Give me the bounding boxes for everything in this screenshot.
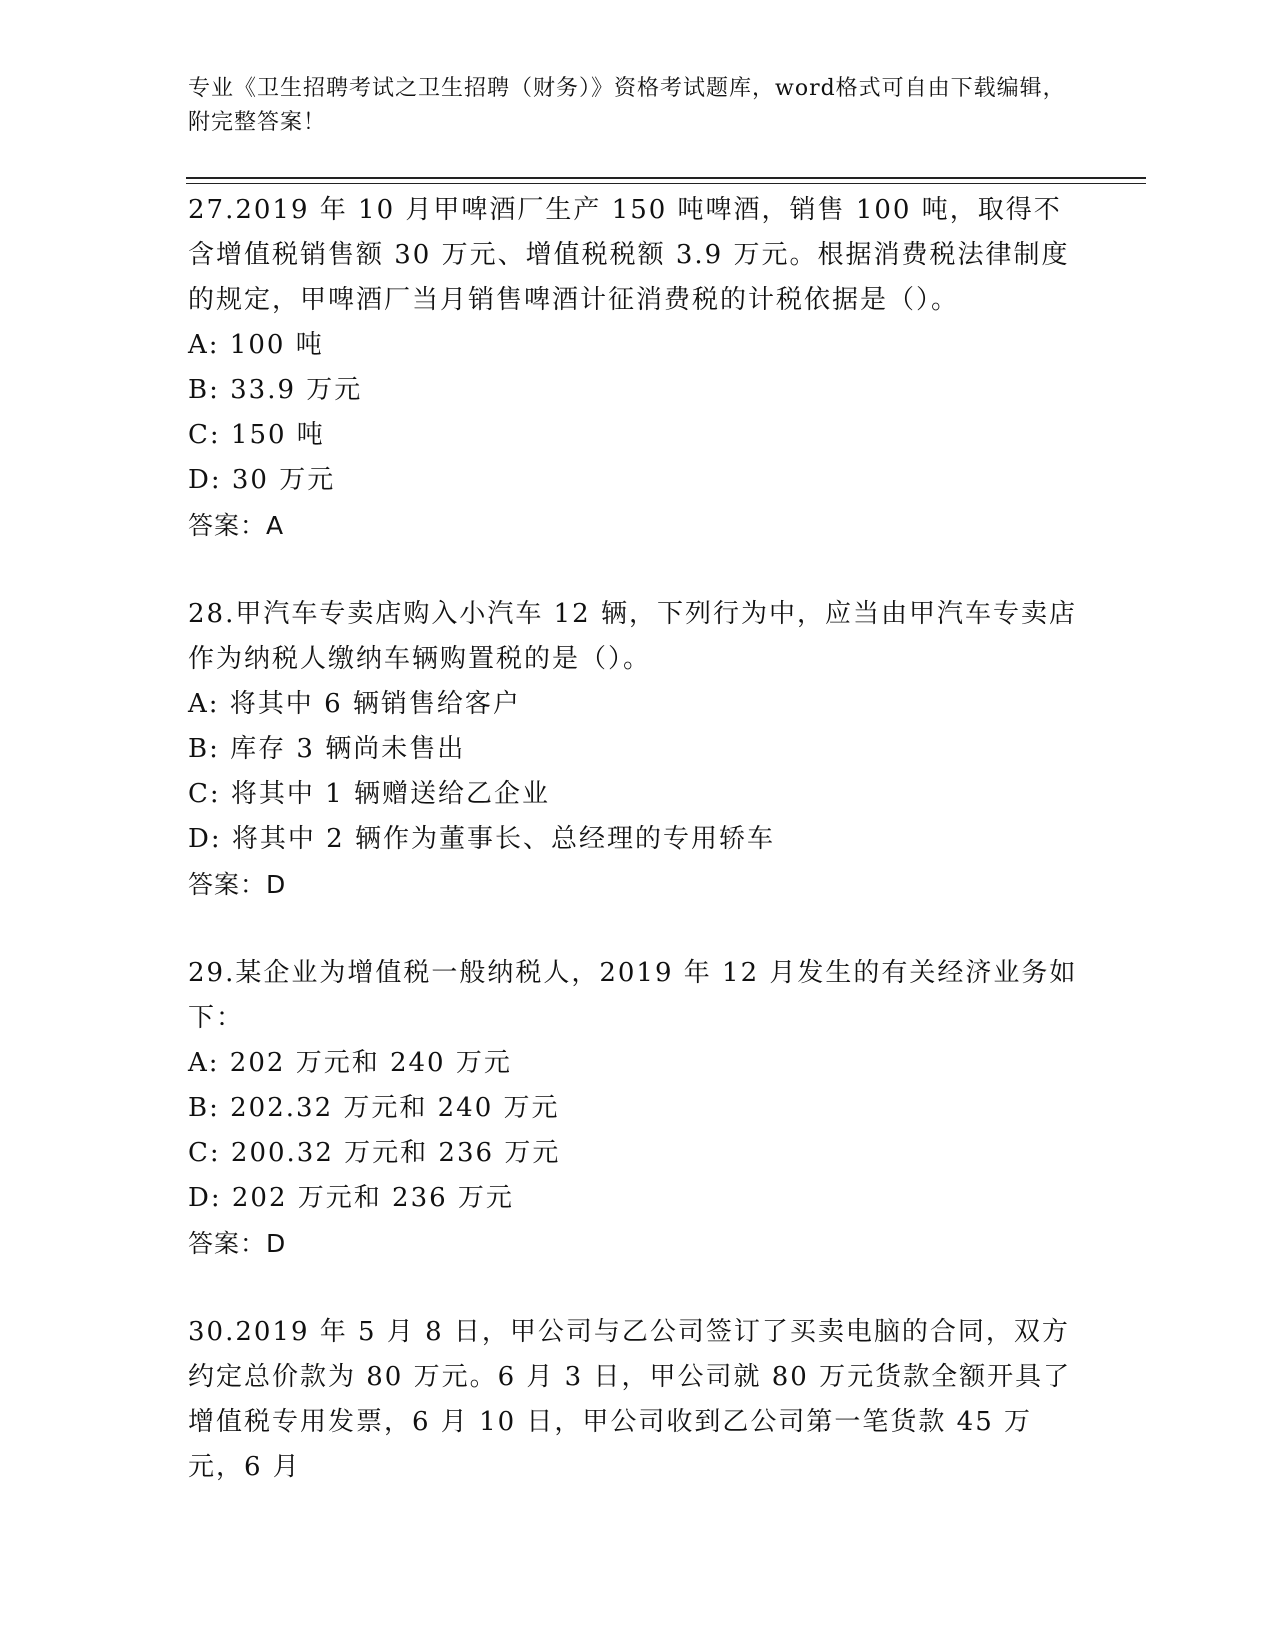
question-stem: 28.甲汽车专卖店购入小汽车 12 辆，下列行为中，应当由甲汽车专卖店作为纳税人缴纳车辆购置税的是（）。	[188, 599, 1077, 674]
question-29	[188, 951, 1088, 1266]
option-d: D: 202 万元和 236 万元	[188, 1183, 514, 1213]
option-b: B: 库存 3 辆尚未售出	[188, 734, 466, 764]
question-stem: 30.2019 年 5 月 8 日，甲公司与乙公司签订了买卖电脑的合同，双方约定总价款为 80 万元。6 月 3 日，甲公司就 80 万元货款全额开具了增值税专用发票，6 月 10 日，甲公司收到乙公司第一笔货款 45 万元，6 月	[188, 1317, 1072, 1482]
option-c: C: 150 吨	[188, 420, 325, 450]
header-note: 专业《卫生招聘考试之卫生招聘（财务）》资格考试题库，word格式可自由下载编辑，附完整答案！	[188, 76, 1066, 135]
option-d: D: 30 万元	[188, 465, 336, 495]
question-list	[188, 188, 1088, 1534]
header-divider-thick	[186, 177, 1146, 179]
option-b: B: 202.32 万元和 240 万元	[188, 1093, 560, 1123]
option-c: C: 将其中 1 辆赠送给乙企业	[188, 779, 550, 809]
option-d: D: 将其中 2 辆作为董事长、总经理的专用轿车	[188, 824, 775, 854]
option-a: A: 将其中 6 辆销售给客户	[188, 689, 521, 719]
header-divider-thin	[186, 183, 1146, 184]
answer: 答案：D	[188, 870, 287, 899]
answer: 答案：A	[188, 511, 285, 540]
question-stem: 29.某企业为增值税一般纳税人，2019 年 12 月发生的有关经济业务如下：	[188, 958, 1078, 1033]
option-b: B: 33.9 万元	[188, 375, 363, 405]
option-a: A: 100 吨	[188, 330, 324, 360]
question-28	[188, 592, 1088, 907]
option-a: A: 202 万元和 240 万元	[188, 1048, 512, 1078]
answer: 答案：D	[188, 1229, 287, 1258]
question-30	[188, 1310, 1088, 1490]
question-stem: 27.2019 年 10 月甲啤酒厂生产 150 吨啤酒，销售 100 吨，取得不含增值税销售额 30 万元、增值税税额 3.9 万元。根据消费税法律制度的规定，甲啤酒厂当月销售啤酒计征消费税的计税依据是（）。	[188, 195, 1070, 315]
question-27	[188, 188, 1088, 548]
option-c: C: 200.32 万元和 236 万元	[188, 1138, 561, 1168]
